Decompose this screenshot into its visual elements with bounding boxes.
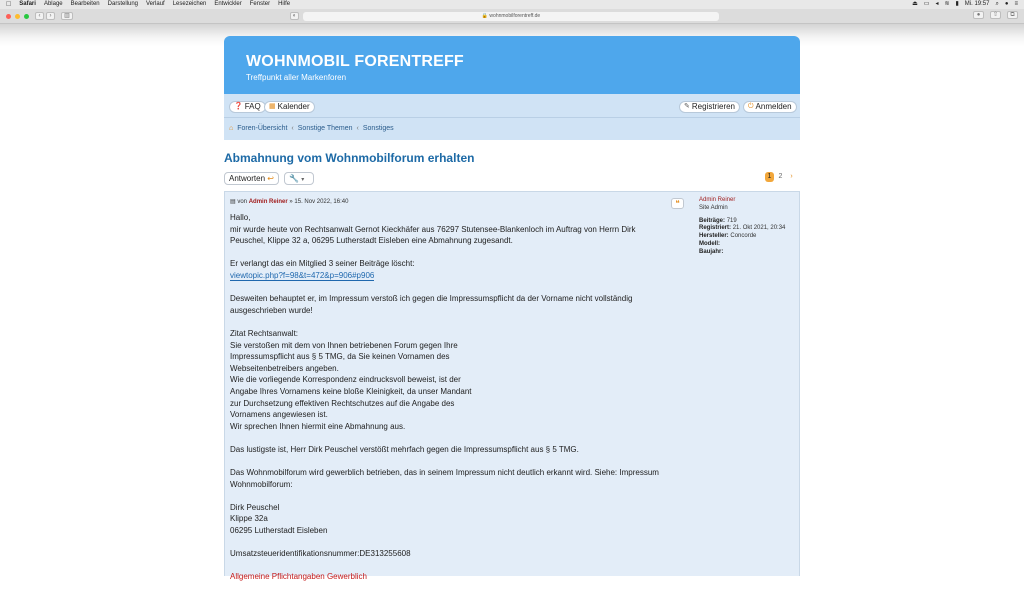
menu-fenster[interactable]: Fenster	[244, 1, 265, 7]
nav-bar	[224, 94, 800, 140]
post-icon: ▤	[230, 199, 236, 205]
mac-menubar	[0, 0, 1024, 9]
breadcrumb-separator: ‹	[356, 125, 359, 132]
volume-icon[interactable]: ◂	[935, 1, 939, 7]
post-link[interactable]: viewtopic.php?f=98&t=472&p=906#p906	[230, 270, 375, 280]
menu-entwickler[interactable]: Entwickler	[209, 1, 237, 7]
tabs-overview-icon[interactable]: ⧉	[1007, 11, 1018, 19]
address-bar[interactable]	[303, 12, 719, 21]
site-subtitle: Treffpunkt aller Markenforen	[246, 73, 347, 82]
apple-icon[interactable]	[6, 0, 11, 9]
profile-rank: Site Admin	[699, 204, 728, 211]
page-1[interactable]: 1	[765, 172, 774, 182]
profile-model: Modell:	[699, 240, 720, 247]
paragraph: Er verlangt das ein Mitglied 3 seiner Beiträge löscht: viewtopic.php?f=98&t=472&p=906#p906	[230, 259, 415, 280]
extension-icon[interactable]: ●	[973, 11, 984, 19]
page-2[interactable]: 2	[778, 173, 783, 180]
toolbar-right	[971, 11, 1018, 19]
meta-prefix: von	[237, 199, 248, 205]
paragraph: Das lustigste ist, Herr Dirk Peuschel verstößt mehrfach gegen die Impressumspflicht aus § 5 TMG.	[230, 444, 579, 454]
reply-button[interactable]	[224, 172, 279, 185]
divider	[224, 117, 800, 118]
site-title[interactable]: WOHNMOBIL FORENTREFF	[246, 53, 464, 70]
faq-label: FAQ	[244, 102, 261, 111]
quote-paragraph: Zitat Rechtsanwalt: Sie verstoßen mit dem von Ihnen betriebenen Forum gegen Ihre Impressumspflicht aus § 5 TMG, da Sie keinen Vornamen des Webseitenbetreibers angeben. Wie die vorliegende Korrespondenz eindrucksvoll beweist, ist der Angabe Ihres Vornamens keine bloße Kleinigkeit, da unser Mandant zur Durchsetzung effektiven Rechtschutzes auf die Angabe des Vornamens angewiesen ist. Wir sprechen Ihnen hiermit eine Abmahnung aus.	[230, 328, 472, 431]
power-icon: ⏻	[748, 103, 754, 110]
breadcrumb	[229, 125, 394, 132]
search-icon[interactable]: ⌕	[995, 1, 999, 7]
paragraph: Hallo, mir wurde heute von Rechtsanwalt Gernot Kieckhäfer aus 76297 Stutensee-Blankenloch im Auftrag von Herrn Dirk Peuschel, Klippe 32 a, 06295 Lutherstadt Eisleben eine Abmahnung zugesandt.	[230, 213, 636, 246]
browser-toolbar	[0, 9, 1024, 24]
breadcrumb-separator: ‹	[291, 125, 294, 132]
menu-app-name[interactable]: Safari	[14, 1, 31, 7]
calendar-label: Kalender	[277, 102, 310, 111]
control-center-icon[interactable]: ≡	[1014, 1, 1018, 7]
forward-icon[interactable]: ›	[46, 12, 55, 20]
topic-tools-button[interactable]	[284, 172, 314, 185]
breadcrumb-category[interactable]: Sonstige Themen	[297, 125, 353, 132]
upload-icon[interactable]: ⏏	[912, 1, 918, 7]
share-icon[interactable]: ⇧	[990, 11, 1001, 19]
next-page-icon[interactable]: ›	[790, 173, 793, 180]
reply-arrow-icon: ↩	[267, 174, 274, 183]
profile-maker: Hersteller: Concorde	[699, 233, 757, 240]
post-profile	[699, 197, 785, 257]
paragraph: Umsatzsteueridentifikationsnummer:DE313255608	[230, 549, 411, 559]
menu-lesezeichen[interactable]: Lesezeichen	[167, 1, 202, 7]
quote-icon[interactable]: ❝	[671, 198, 684, 209]
post	[224, 191, 800, 582]
paragraph	[230, 571, 685, 583]
question-icon: ❓	[234, 103, 243, 110]
clock[interactable]: Mi. 19:57	[964, 1, 990, 7]
register-button[interactable]	[679, 101, 740, 113]
menu-bearbeiten[interactable]: Bearbeiten	[65, 1, 95, 7]
wifi-icon[interactable]: ≋	[944, 1, 950, 7]
profile-registered: Registriert: 21. Okt 2021, 20:34	[699, 225, 786, 232]
post-body	[230, 212, 685, 595]
menu-ablage[interactable]: Ablage	[38, 1, 58, 7]
calendar-icon: ▦	[269, 103, 276, 110]
menu-hilfe[interactable]: Hilfe	[272, 1, 285, 7]
login-button[interactable]	[743, 101, 797, 113]
site-header	[224, 36, 800, 94]
red-link[interactable]: Allgemeine Pflichtangaben Gewerblich	[230, 572, 367, 582]
wrench-icon: 🔧	[289, 174, 299, 183]
home-icon: ⌂	[229, 125, 234, 132]
profile-name[interactable]: Admin Reiner	[699, 197, 736, 203]
zoom-window-button[interactable]	[24, 14, 29, 19]
battery-icon[interactable]: ▮	[955, 1, 959, 7]
post-meta	[230, 198, 348, 205]
address-paragraph: Dirk Peuschel Klippe 32a 06295 Lutherstadt Eisleben	[230, 502, 328, 536]
sidebar-icon[interactable]: ▥	[61, 12, 73, 20]
post-author[interactable]: Admin Reiner	[248, 199, 288, 205]
pagination	[765, 172, 796, 183]
status-area	[912, 0, 1018, 9]
siri-icon[interactable]: ●	[1004, 1, 1009, 7]
faq-button[interactable]	[229, 101, 266, 113]
edit-icon: ✎	[684, 103, 690, 110]
paragraph: Desweiten behauptet er, im Impressum verstoß ich gegen die Impressumspflicht da der Vorname nicht vollständig ausgeschrieben wurde!	[230, 294, 633, 315]
profile-year: Baujahr:	[699, 248, 724, 255]
menu-verlauf[interactable]: Verlauf	[140, 1, 160, 7]
lock-icon: 🔒	[481, 13, 489, 19]
menu-darstellung[interactable]: Darstellung	[102, 1, 133, 7]
breadcrumb-index[interactable]: Foren-Übersicht	[237, 125, 288, 132]
register-label: Registrieren	[691, 102, 736, 111]
chevron-down-icon: ▾	[301, 177, 305, 183]
login-label: Anmelden	[755, 102, 792, 111]
url-text: wohnmobilforentreff.de	[489, 13, 541, 19]
window-controls	[6, 14, 29, 19]
breadcrumb-forum[interactable]: Sonstiges	[362, 125, 394, 132]
minimize-window-button[interactable]	[15, 14, 20, 19]
post-date: » 15. Nov 2022, 16:40	[289, 199, 349, 205]
back-icon[interactable]: ‹	[35, 12, 44, 20]
profile-posts: Beiträge: 719	[699, 217, 737, 224]
calendar-button[interactable]	[264, 101, 315, 113]
paragraph: Das Wohnmobilforum wird gewerblich betrieben, das in seinem Impressum nicht deutlich erkannt wird. Siehe: Impressum Wohnmobilforum:	[230, 468, 659, 489]
privacy-shield-icon[interactable]: ◐	[290, 12, 299, 20]
topic-title[interactable]: Abmahnung vom Wohnmobilforum erhalten	[224, 151, 475, 165]
display-icon[interactable]: ▭	[923, 1, 930, 7]
reply-label: Antworten	[229, 174, 266, 183]
close-window-button[interactable]	[6, 14, 11, 19]
